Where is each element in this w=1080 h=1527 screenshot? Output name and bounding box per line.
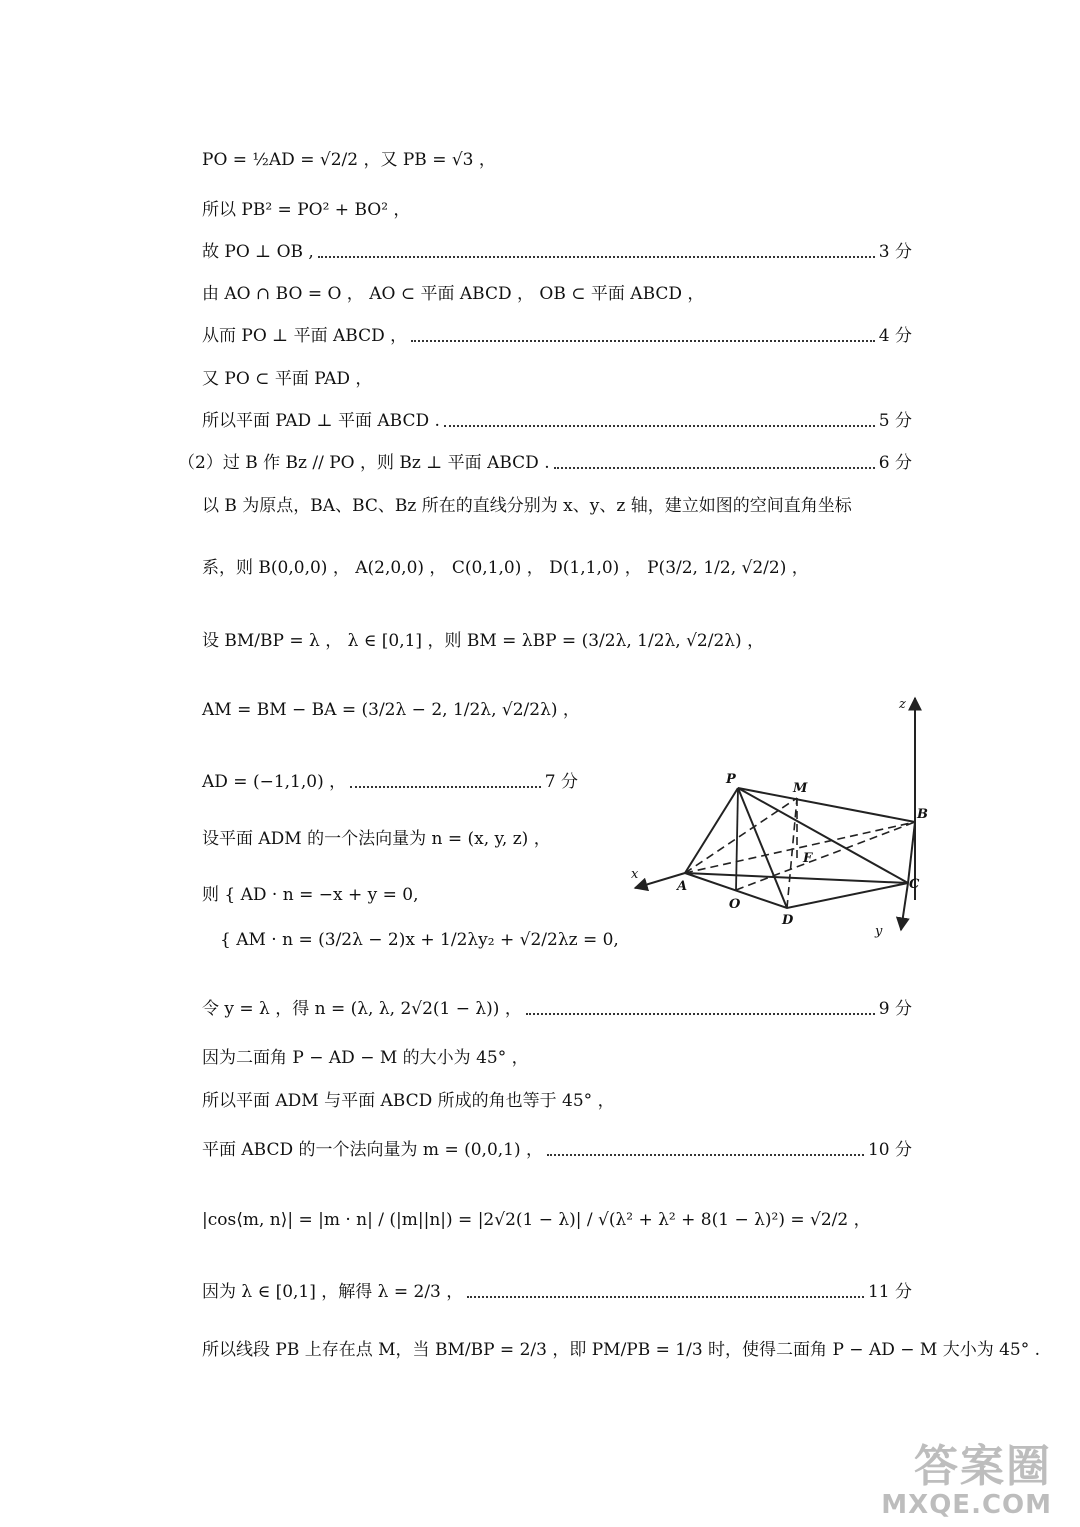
solution-text: AM = BM − BA = (3/2λ − 2, 1/2λ, √2/2λ) ，: [202, 700, 580, 720]
edge-PD: [738, 788, 787, 908]
solution-text: 因为 λ ∈ [0,1] ，解得 λ = 2/3 ，: [202, 1282, 464, 1302]
solution-text: 则 { AD · n = −x + y = 0,: [202, 885, 419, 905]
solution-line-12: [202, 698, 580, 722]
solution-text: 所以平面 ADM 与平面 ABCD 所成的角也等于 45° ，: [202, 1091, 615, 1111]
edge-PC: [738, 788, 908, 883]
solution-line-18: [202, 1046, 529, 1070]
label-D: D: [782, 913, 794, 928]
leader-dots: [444, 425, 875, 427]
solution-text: 令 y = λ ，得 n = (λ, λ, 2√2(1 − λ)) ，: [202, 999, 522, 1019]
edge-PA: [685, 788, 738, 873]
solution-line-21: [202, 1208, 871, 1232]
solution-text: 由 AO ∩ BO = O ， AO ⊂ 平面 ABCD ， OB ⊂ 平面 ABCD ，: [202, 284, 705, 304]
y-axis: [901, 883, 908, 930]
solution-line-17: [202, 997, 912, 1021]
label-O: O: [729, 897, 741, 912]
leader-dots: [318, 256, 875, 258]
solution-text: 从而 PO ⊥ 平面 ABCD ，: [202, 326, 408, 346]
score-mark: 9 分: [878, 999, 912, 1019]
label-M: M: [793, 781, 808, 796]
leader-dots: [526, 1013, 875, 1015]
score-mark: 11 分: [867, 1282, 912, 1302]
solution-line-13: [202, 770, 578, 794]
score-mark: 3 分: [878, 242, 912, 262]
solution-text: |cos⟨m, n⟩| = |m · n| / (|m||n|) = |2√2(1 − λ)| / √(λ² + λ² + 8(1 − λ)²) = √2/2 ，: [202, 1210, 871, 1230]
leader-dots: [554, 467, 875, 469]
solution-line-5: [202, 324, 912, 348]
geometry-figure: [625, 690, 928, 944]
solution-text: AD = (−1,1,0) ，: [202, 772, 347, 792]
solution-line-16: [220, 928, 619, 952]
label-A: A: [677, 879, 688, 894]
solution-text: 因为二面角 P − AD − M 的大小为 45° ，: [202, 1048, 529, 1068]
solution-line-8: [178, 451, 912, 475]
base-face-solid: [685, 873, 908, 908]
solution-line-6: [202, 367, 372, 391]
label-C: C: [909, 877, 920, 892]
watermark-site: MXQE.COM: [881, 1490, 1052, 1520]
edge-BC: [908, 822, 915, 883]
solution-text: 以 B 为原点，BA、BC、Bz 所在的直线分别为 x、y、z 轴，建立如图的空间直角坐标: [202, 496, 852, 516]
solution-line-22: [202, 1280, 912, 1304]
solution-text: 又 PO ⊂ 平面 PAD ，: [202, 369, 373, 389]
edge-DM-hidden: [787, 798, 797, 908]
solution-text: （2）过 B 作 Bz // PO ，则 Bz ⊥ 平面 ABCD .: [178, 453, 550, 473]
edge-PB: [738, 788, 915, 822]
label-B: B: [917, 807, 928, 822]
score-mark: 6 分: [878, 453, 912, 473]
score-mark: 10 分: [867, 1140, 912, 1160]
solution-text: 平面 ABCD 的一个法向量为 m = (0,0,1) ，: [202, 1140, 544, 1160]
watermark: [881, 1443, 1052, 1519]
label-P: P: [726, 772, 736, 787]
solution-line-9: [202, 494, 852, 518]
leader-dots: [467, 1296, 864, 1298]
pyramid-diagram: [625, 690, 928, 940]
solution-text: 设平面 ADM 的一个法向量为 n = (x, y, z) ，: [202, 829, 551, 849]
solution-line-3: [202, 240, 912, 264]
solution-text: 所以线段 PB 上存在点 M，当 BM/BP = 2/3 ，即 PM/PB = 1/3 时，使得二面角 P − AD − M 大小为 45° .: [202, 1340, 1041, 1360]
solution-line-15: [202, 883, 419, 907]
solution-text: PO = ½AD = √2/2 ，又 PB = √3 ，: [202, 150, 496, 170]
edge-AM-hidden: [685, 798, 797, 873]
solution-text: { AM · n = (3/2λ − 2)x + 1/2λy₂ + √2/2λz = 0,: [220, 930, 619, 950]
watermark-logo-text: 答案圈: [914, 1441, 1052, 1492]
solution-text: 系，则 B(0,0,0) ， A(2,0,0) ， C(0,1,0) ， D(1,1,0) ， P(3/2, 1/2, √2/2) ，: [202, 558, 809, 578]
solution-line-14: [202, 827, 551, 851]
score-mark: 7 分: [544, 772, 578, 792]
solution-line-19: [202, 1089, 615, 1113]
solution-line-1: [202, 148, 496, 172]
solution-line-7: [202, 409, 912, 433]
leader-dots: [547, 1154, 864, 1156]
solution-line-23: [202, 1338, 1040, 1362]
point-labels: [631, 697, 928, 939]
solution-text: 所以 PB² = PO² + BO² ，: [202, 200, 411, 220]
score-mark: 5 分: [878, 411, 912, 431]
leader-dots: [350, 786, 541, 788]
label-F: F: [803, 851, 813, 866]
solution-line-4: [202, 282, 704, 306]
solution-text: 设 BM/BP = λ ， λ ∈ [0,1] ，则 BM = λBP = (3/2λ, 1/2λ, √2/2λ) ，: [202, 631, 765, 651]
solution-line-20: [202, 1138, 912, 1162]
solution-line-11: [202, 629, 764, 653]
solution-text: 所以平面 PAD ⊥ 平面 ABCD .: [202, 411, 440, 431]
solution-text: 故 PO ⊥ OB ,: [202, 242, 314, 262]
solution-line-2: [202, 198, 410, 222]
label-z: z: [899, 697, 906, 712]
leader-dots: [411, 340, 875, 342]
score-mark: 4 分: [878, 326, 912, 346]
label-y: y: [875, 924, 883, 939]
solution-line-10: [202, 556, 809, 580]
label-x: x: [631, 867, 639, 882]
